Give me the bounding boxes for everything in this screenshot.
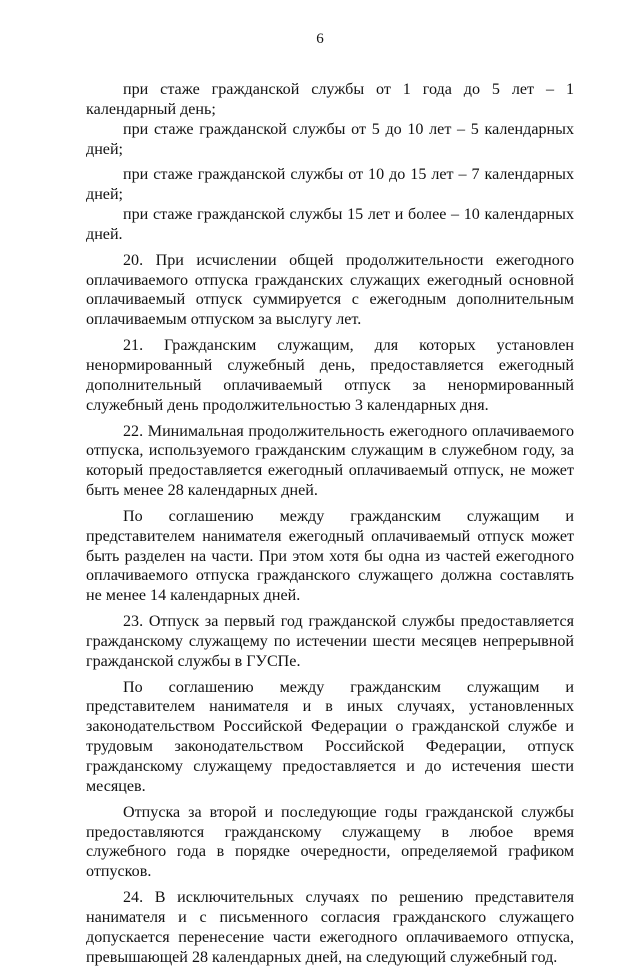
paragraph-stage-5-10: при стаже гражданской службы от 5 до 10 лет – 5 календарных дней; <box>86 120 574 158</box>
paragraph-item-20: 20. При исчислении общей продолжительности ежегодного оплачиваемого отпуска гражданских служащих ежегодный основной оплачиваемый отпуск суммируется с ежегодным дополнительным оплачиваемым отпуском за выслугу лет. <box>86 251 574 329</box>
paragraph-item-21: 21. Гражданским служащим, для которых установлен ненормированный служебный день, предоставляется ежегодный дополнительный оплачиваемый отпуск за ненормированный служебный день продолжительностью 3 календарных дня. <box>86 337 574 414</box>
document-body <box>86 80 574 973</box>
paragraph-item-23-agreement: По соглашению между гражданским служащим и представителем нанимателя и в иных случаях, установленных законодательством Российской Федерации о гражданской службе и трудовым законодательством Российской Федерации, отпуск гражданскому служащему предоставляется и до истечения шести месяцев. <box>86 678 574 795</box>
paragraph-item-22-agreement: По соглашению между гражданским служащим и представителем нанимателя ежегодный оплачиваемый отпуск может быть разделен на части. При этом хотя бы одна из частей ежегодного оплачиваемого отпуска гражданского служащего должна составлять не менее 14 календарных дней. <box>86 507 574 605</box>
paragraph-item-23-subsequent: Отпуска за второй и последующие годы гражданской службы предоставляются гражданскому служащему в любое время служебного года в порядке очередности, определяемой графиком отпусков. <box>86 803 574 881</box>
paragraph-item-22: 22. Минимальная продолжительность ежегодного оплачиваемого отпуска, используемого гражданским служащим в служебном году, за который предоставляется ежегодный оплачиваемый отпуск, не может быть менее 28 календарных дней. <box>86 422 574 500</box>
paragraph-item-23: 23. Отпуск за первый год гражданской службы предоставляется гражданскому служащему по истечении шести месяцев непрерывной гражданской службы в ГУСПе. <box>86 613 574 670</box>
paragraph-stage-1-5: при стаже гражданской службы от 1 года до 5 лет – 1 календарный день; <box>86 81 574 118</box>
paragraph-stage-15-plus: при стаже гражданской службы 15 лет и более – 10 календарных дней. <box>86 206 574 243</box>
page-number: 6 <box>316 31 324 47</box>
paragraph-item-24: 24. В исключительных случаях по решению представителя нанимателя и с письменного согласия гражданского служащего допускается перенесение части ежегодного оплачиваемого отпуска, превышающей 28 календарных дней, на следующий служебный год. <box>86 889 574 966</box>
paragraph-stage-10-15: при стаже гражданской службы от 10 до 15 лет – 7 календарных дней; <box>86 166 574 204</box>
